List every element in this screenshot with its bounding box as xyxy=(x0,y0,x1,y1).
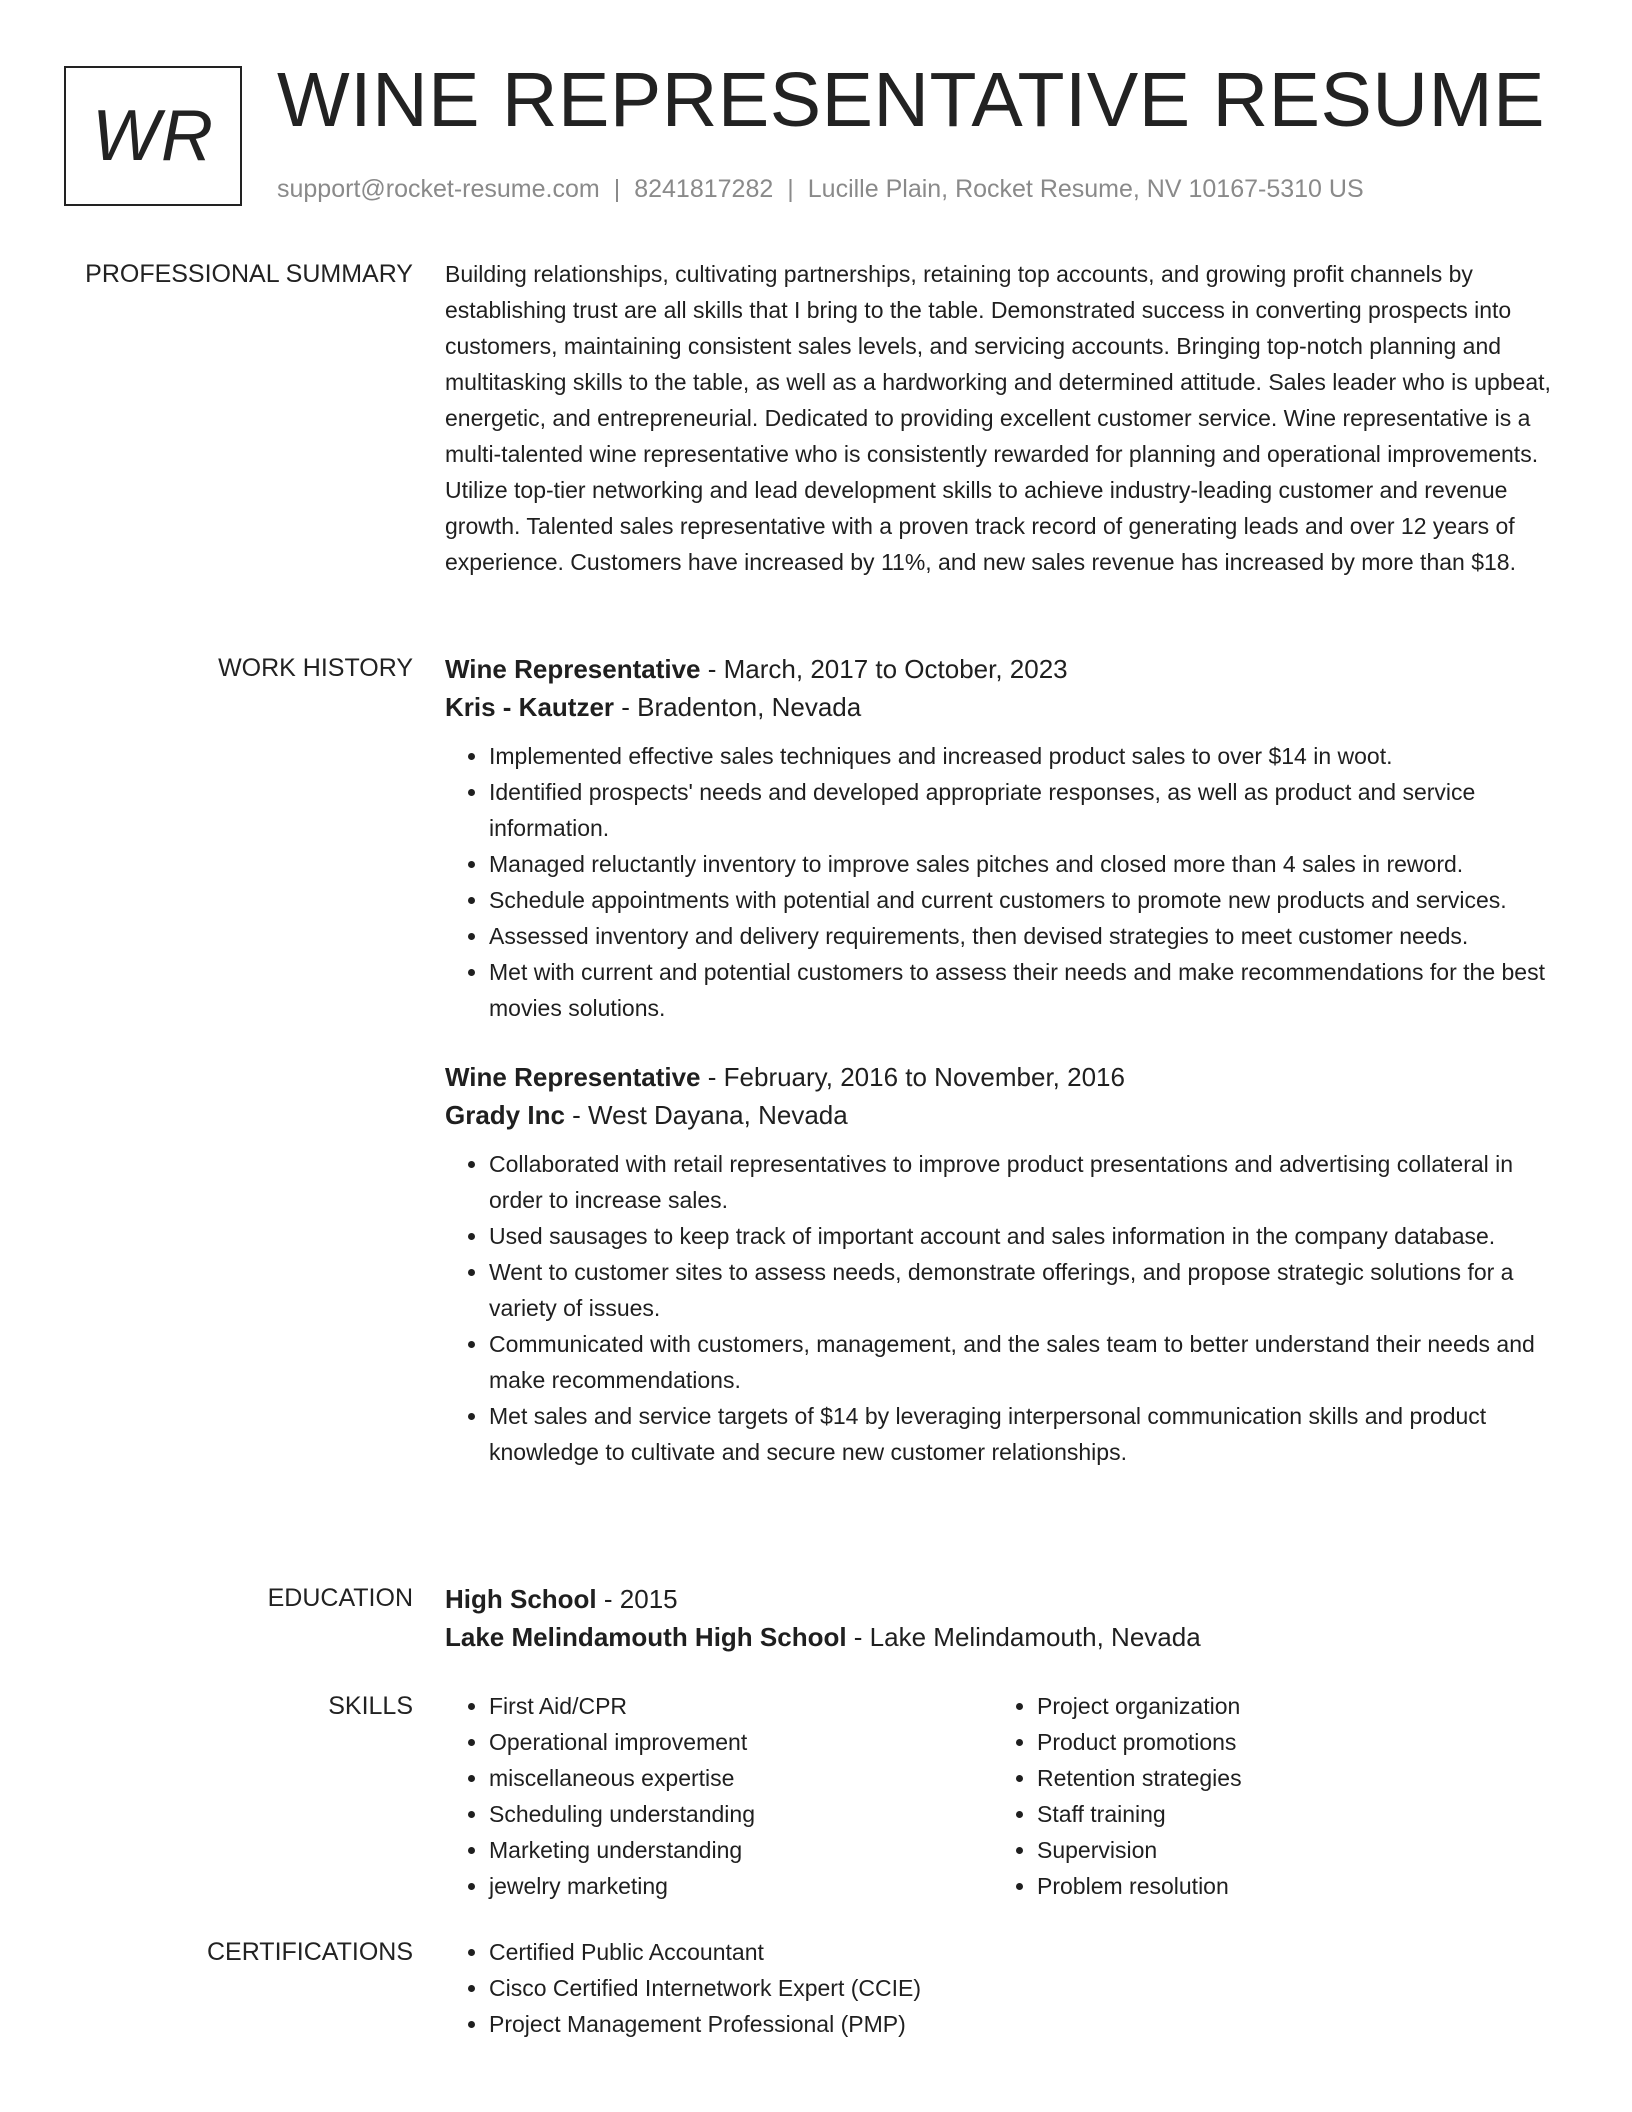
education-body xyxy=(445,1580,1565,1656)
skills-heading: SKILLS xyxy=(328,1692,413,1720)
skills-body xyxy=(445,1688,1565,1904)
education-location: - Lake Melindamouth, Nevada xyxy=(846,1622,1201,1652)
skill-item: • Operational improvement xyxy=(489,1724,993,1760)
job-title: Wine Representative xyxy=(445,654,701,684)
skills-list xyxy=(993,1688,1541,1904)
education-degree: High School xyxy=(445,1584,597,1614)
education-school-line xyxy=(445,1618,1565,1656)
job-bullet: • Identified prospects' needs and developed appropriate responses, as well as product and service information. xyxy=(489,774,1565,846)
skill-item: • Staff training xyxy=(1037,1796,1541,1832)
skills-list xyxy=(445,1688,993,1904)
job-bullet: • Collaborated with retail representatives to improve product presentations and advertising collateral in order to increase sales. xyxy=(489,1146,1565,1218)
summary-body xyxy=(445,256,1565,580)
resume-title: WINE REPRESENTATIVE RESUME xyxy=(277,57,1545,143)
job-bullet: • Communicated with customers, management, and the sales team to better understand their needs and make recommendations. xyxy=(489,1326,1565,1398)
job-dates: - February, 2016 to November, 2016 xyxy=(700,1062,1125,1092)
skill-item: • Product promotions xyxy=(1037,1724,1541,1760)
certifications-list xyxy=(445,1934,1565,2042)
contact-email: support@rocket-resume.com xyxy=(277,175,600,203)
skill-item: • Scheduling understanding xyxy=(489,1796,993,1832)
job-title-line xyxy=(445,1058,1565,1096)
contact-line xyxy=(277,175,1364,204)
contact-separator: | xyxy=(613,175,621,203)
work-history-body xyxy=(445,650,1565,1470)
job-bullet: • Met with current and potential customers to assess their needs and make recommendations for the best movies solutions. xyxy=(489,954,1565,1026)
certifications-heading: CERTIFICATIONS xyxy=(206,1938,413,1966)
job-company-line xyxy=(445,688,1565,726)
job-dates: - March, 2017 to October, 2023 xyxy=(700,654,1068,684)
certification-item: • Certified Public Accountant xyxy=(489,1934,1565,1970)
job-bullet: • Went to customer sites to assess needs, demonstrate offerings, and propose strategic solutions for a variety of issues. xyxy=(489,1254,1565,1326)
certification-item: • Cisco Certified Internetwork Expert (CCIE) xyxy=(489,1970,1565,2006)
certification-item: • Project Management Professional (PMP) xyxy=(489,2006,1565,2042)
job-location: - West Dayana, Nevada xyxy=(564,1100,848,1130)
job-company: Kris - Kautzer xyxy=(445,692,615,722)
skills-column-left xyxy=(445,1688,993,1904)
work-history-heading: WORK HISTORY xyxy=(218,654,413,682)
job-bullet: • Met sales and service targets of $14 by leveraging interpersonal communication skills and product knowledge to cultivate and secure new customer relationships. xyxy=(489,1398,1565,1470)
job-entry xyxy=(445,1058,1565,1470)
skill-item: • First Aid/CPR xyxy=(489,1688,993,1724)
contact-phone: 8241817282 xyxy=(634,175,774,203)
job-company-line xyxy=(445,1096,1565,1134)
education-degree-line xyxy=(445,1580,1565,1618)
job-bullet: • Assessed inventory and delivery requirements, then devised strategies to meet customer needs. xyxy=(489,918,1565,954)
job-location: - Bradenton, Nevada xyxy=(614,692,862,722)
job-title: Wine Representative xyxy=(445,1062,701,1092)
skill-item: • jewelry marketing xyxy=(489,1868,993,1904)
contact-separator: | xyxy=(787,175,794,203)
skill-item: • miscellaneous expertise xyxy=(489,1760,993,1796)
monogram-logo xyxy=(64,66,242,206)
education-heading: EDUCATION xyxy=(267,1584,413,1612)
job-bullet-list xyxy=(445,1146,1565,1470)
monogram-text: WR xyxy=(92,96,214,176)
skill-item: • Problem resolution xyxy=(1037,1868,1541,1904)
job-bullet-list xyxy=(445,738,1565,1026)
job-entry xyxy=(445,650,1565,1026)
job-title-line xyxy=(445,650,1565,688)
skill-item: • Supervision xyxy=(1037,1832,1541,1868)
contact-address: Lucille Plain, Rocket Resume, NV 10167-5310 US xyxy=(807,175,1364,203)
job-company: Grady Inc xyxy=(445,1100,565,1130)
job-bullet: • Used sausages to keep track of important account and sales information in the company database. xyxy=(489,1218,1565,1254)
job-bullet: • Schedule appointments with potential and current customers to promote new products and services. xyxy=(489,882,1565,918)
summary-text: Building relationships, cultivating partnerships, retaining top accounts, and growing profit channels by establishing trust are all skills that I bring to the table. Demonstrated success in converting prospects into customers, maintaining consistent sales levels, and servicing accounts. Bringing top-notch planning and multitasking skills to the table, as well as a hardworking and determined attitude. Sales leader who is upbeat, energetic, and entrepreneurial. Dedicated to providing excellent customer service. Wine representative is a multi-talented wine representative who is consistently rewarded for planning and operational improvements. Utilize top-tier networking and lead development skills to achieve industry-leading customer and revenue growth. Talented sales representative with a proven track record of generating leads and over 12 years of experience. Customers have increased by 11%, and new sales revenue has increased by more than $18. xyxy=(445,261,1551,575)
summary-heading: PROFESSIONAL SUMMARY xyxy=(85,260,413,288)
certifications-body xyxy=(445,1934,1565,2042)
skill-item: • Retention strategies xyxy=(1037,1760,1541,1796)
job-bullet: • Implemented effective sales techniques and increased product sales to over $14 in woot. xyxy=(489,738,1565,774)
skill-item: • Marketing understanding xyxy=(489,1832,993,1868)
skill-item: • Project organization xyxy=(1037,1688,1541,1724)
skills-column-right xyxy=(993,1688,1541,1904)
education-school: Lake Melindamouth High School xyxy=(445,1622,847,1652)
education-year: - 2015 xyxy=(596,1584,678,1614)
job-bullet: • Managed reluctantly inventory to improve sales pitches and closed more than 4 sales in reword. xyxy=(489,846,1565,882)
